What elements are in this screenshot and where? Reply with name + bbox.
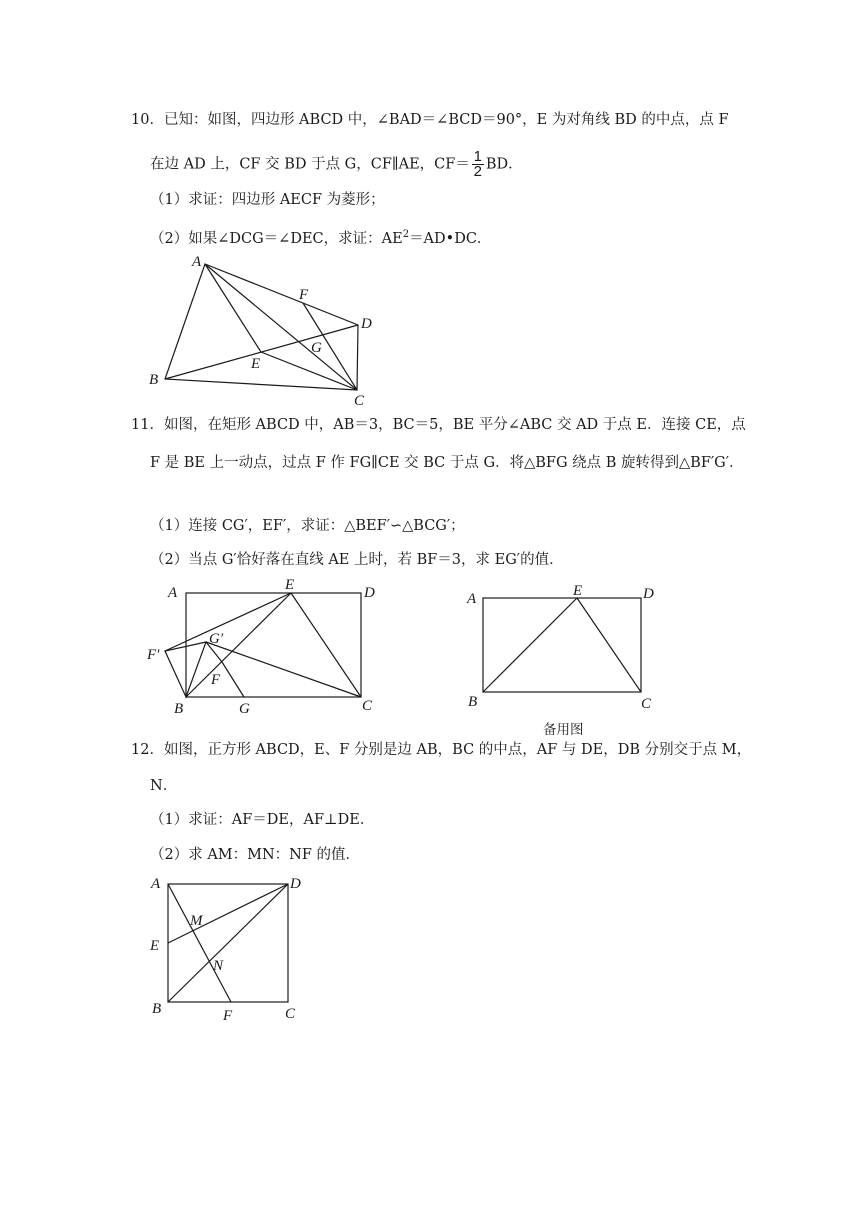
q10-label-a: A [192, 254, 202, 270]
q10-sub2-text-a: （2）如果∠DCG＝∠DEC，求证：AE [150, 230, 403, 247]
q11-label-d: D [364, 585, 375, 601]
fraction-numerator: 1 [473, 148, 483, 165]
q11-label-b: B [174, 701, 184, 717]
q11-label-a: A [168, 585, 178, 601]
q12-line2: N． [150, 778, 178, 794]
q12-label-m: M [190, 913, 203, 929]
q10-label-g: G [311, 340, 322, 356]
q11-sub2: （2）当点 G′恰好落在直线 AE 上时，若 BF＝3，求 EG′的值． [150, 552, 564, 568]
q12-label-b: B [152, 1001, 162, 1017]
q10-label-e: E [251, 356, 261, 372]
q10-line2-text-b: BD． [485, 156, 523, 173]
q12-sub1: （1）求证：AF＝DE，AF⊥DE． [150, 812, 375, 828]
fraction-denominator: 2 [473, 163, 483, 180]
spare-figure-caption: 备用图 [543, 722, 584, 738]
q11-spare-label-a: A [467, 591, 477, 607]
q10-superscript: 2 [402, 229, 410, 240]
q10-label-f: F [299, 287, 309, 303]
q12-label-d: D [290, 876, 301, 892]
q12-label-n: N [213, 958, 224, 974]
q10-sub2-text-b: ＝AD•DC． [409, 230, 492, 247]
q11-label-e: E [285, 577, 295, 593]
q12-lines [168, 884, 288, 1002]
q12-label-a: A [151, 876, 161, 892]
q10-label-d: D [361, 316, 372, 332]
segment-af [168, 884, 231, 1002]
q12-label-f: F [223, 1008, 233, 1024]
q11-label-f-prime: F′ [147, 647, 160, 663]
q11-line1: 11．如图，在矩形 ABCD 中，AB＝3，BC＝5，BE 平分∠ABC 交 AD 于点 E．连接 CE，点 [131, 417, 746, 433]
q10-line2-text-a: 在边 AD 上，CF 交 BD 于点 G，CF∥AE，CF＝ [150, 156, 470, 173]
segment-ed [168, 884, 288, 943]
q12-line1: 12．如图，正方形 ABCD，E、F 分别是边 AB，BC 的中点，AF 与 DE，DB 分别交于点 M， [131, 742, 752, 758]
q11-spare-label-e: E [573, 583, 583, 599]
q12-label-e: E [150, 938, 160, 954]
q11-label-g-prime: G′ [209, 631, 224, 647]
q11-spare-label-d: D [643, 586, 654, 602]
q10-sub1: （1）求证：四边形 AECF 为菱形； [150, 192, 385, 208]
q10-line1: 10．已知：如图，四边形 ABCD 中，∠BAD＝∠BCD＝90°，E 为对角线 BD 的中点，点 F [131, 112, 729, 128]
q11-label-f: F [211, 672, 221, 688]
segment-bd [168, 884, 288, 1002]
q11-sub1: （1）连接 CG′，EF′，求证：△BEF′∽△BCG′； [150, 518, 465, 534]
q11-spare-label-c: C [641, 696, 652, 712]
q11-label-g: G [239, 701, 250, 717]
q10-label-c: C [354, 393, 365, 409]
q10-label-b: B [149, 372, 159, 388]
q11-label-c: C [362, 698, 373, 714]
q11-spare-label-b: B [468, 694, 478, 710]
q12-sub2: （2）求 AM：MN：NF 的值． [150, 847, 361, 863]
q12-label-c: C [285, 1006, 296, 1022]
q11-line2: F 是 BE 上一动点，过点 F 作 FG∥CE 交 BC 于点 G．将△BFG 绕点 B 旋转得到△BF′G′． [150, 455, 744, 471]
